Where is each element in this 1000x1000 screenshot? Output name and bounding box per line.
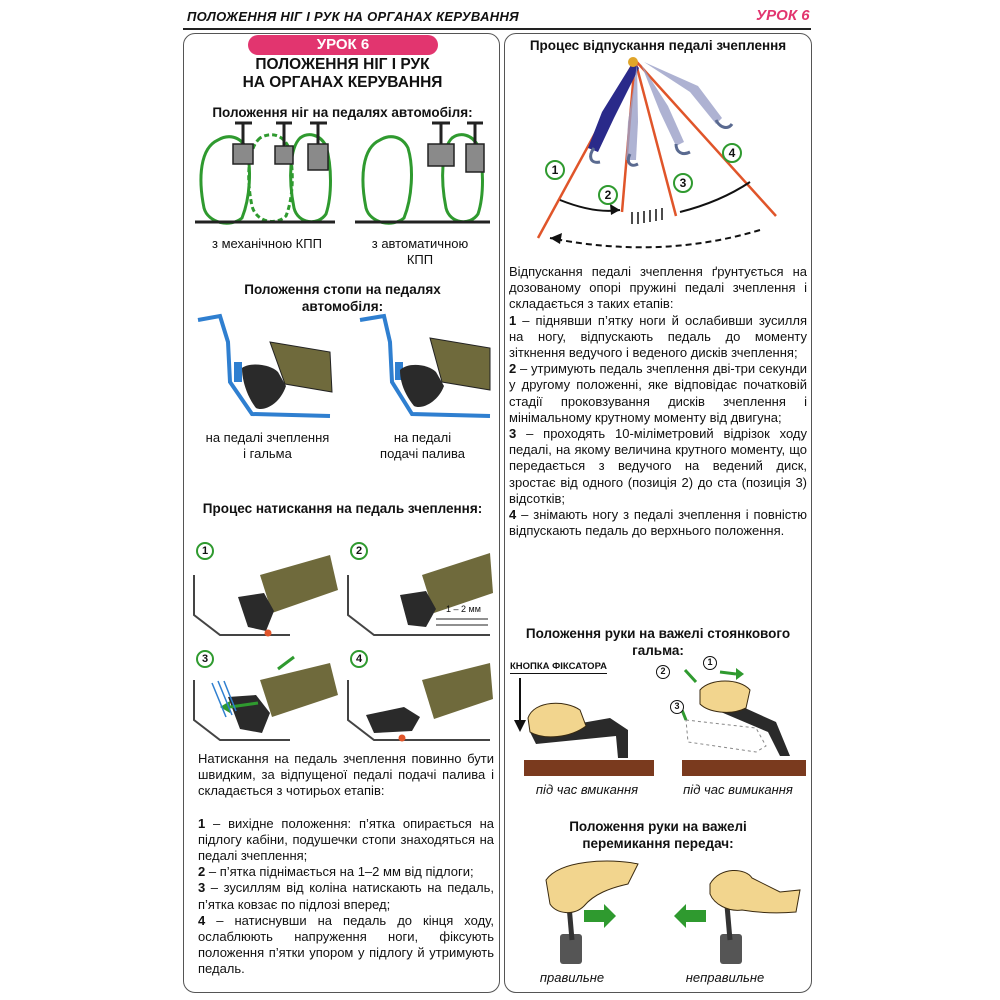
release-intro: Відпускання педалі зчеплення ґрунтується на дозованому опорі пружині педалі зчеплення і складається з таких етапів: (509, 264, 807, 312)
caption-auto-line-2: КПП (406, 252, 434, 267)
legs-heading: Положення ніг на педалях автомобіля: (212, 105, 473, 120)
press-step-1-num: 1 (198, 815, 206, 831)
lesson-title (190, 56, 495, 92)
press-step-4-num: 4 (198, 912, 206, 928)
release-step-4-num: 4 (509, 507, 517, 523)
press-step-badge: 1 (196, 542, 214, 560)
caption-gas (350, 430, 495, 462)
release-step-3-text: – проходять 10-міліметровий відрізок ходу педалі, на якому величина крутного моменту, що передається з ведучого на ведений диск, зростає від одного (позиція 2) до ста (позиція 3) відсотків; (509, 426, 807, 506)
release-position-badge: 4 (722, 143, 742, 163)
release-step-4 (509, 507, 807, 539)
caption-manual: з механічною КПП (212, 236, 322, 251)
caption-auto (345, 236, 495, 268)
release-heading: Процес відпускання педалі зчеплення (529, 38, 787, 53)
release-step-2-text: – утримують педаль зчеплення дві-три секунди у другому положенні, яке відповідає початковій стадії проковзування дисків зчеплення і мінімальному крутному моменту від двигуна; (509, 361, 807, 425)
caption-disengaging: під час вимикання (683, 782, 793, 797)
press-intro: Натискання на педаль зчеплення повинно бути швидким, за відпущеної педалі подачі палива і складається з чотирьох етапів: (198, 751, 494, 799)
brake-step-badge: 1 (703, 656, 717, 670)
release-position-badge: 2 (598, 185, 618, 205)
press-step-badge: 4 (350, 650, 368, 668)
legs-on-pedals-illustration (190, 118, 495, 238)
caption-clutch-brake (190, 430, 345, 462)
release-step-1-text: – піднявши п’ятку ноги й ослабивши зусилля на ногу, відпускають педаль до моменту зіткнення ведучого і веденого дисків зчеплення; (509, 312, 807, 361)
brake-step-badge: 2 (656, 665, 670, 679)
foot-heading-line-2: автомобіля: (301, 299, 384, 314)
caption-engaging: під час вмикання (535, 782, 639, 797)
gear-lever-illustration (510, 854, 808, 969)
release-step-2 (509, 361, 807, 426)
foot-on-pedals-illustration (190, 312, 495, 427)
lesson-title-line-1: ПОЛОЖЕННЯ НІГ І РУК (255, 56, 430, 73)
gear-heading-line-1: Положення руки на важелі (569, 819, 747, 834)
release-step-4-text: – знімають ногу з педалі зчеплення і повністю відпускають педаль до верхнього положення. (509, 507, 807, 539)
release-position-badge: 3 (673, 173, 693, 193)
release-step-1 (509, 313, 807, 362)
foot-heading-line-1: Положення стопи на педалях (244, 282, 441, 297)
gear-heading-line-2: перемикання передач: (582, 836, 734, 851)
brake-step-badge: 3 (670, 700, 684, 714)
press-step-2-num: 2 (198, 864, 206, 880)
caption-gas-line-1: на педалі (393, 430, 452, 445)
caption-incorrect: неправильне (685, 970, 765, 985)
press-process-illustration (190, 535, 495, 745)
release-step-3 (509, 426, 807, 507)
press-step-badge: 3 (196, 650, 214, 668)
press-step-3-text: – зусиллям від коліна натискають на педаль, п’ятка ковзає по підлозі вперед; (198, 880, 494, 912)
press-step-2 (198, 864, 494, 880)
page-header-lesson: УРОК 6 (756, 7, 810, 24)
press-step-2-text: – п’ятка піднімається на 1–2 мм від підлоги; (205, 864, 474, 880)
press-step-1 (198, 816, 494, 865)
header-divider (183, 28, 811, 30)
lesson-title-line-2: НА ОРГАНАХ КЕРУВАННЯ (242, 74, 443, 91)
lesson-pill: УРОК 6 (248, 35, 438, 55)
release-position-badge: 1 (545, 160, 565, 180)
hand-brake-heading (508, 625, 808, 659)
release-step-3-num: 3 (509, 426, 517, 442)
press-step-1-text: – вихідне положення: п’ятка опирається на підлогу кабіни, подушечки стопи знаходяться на педалі зчеплення; (198, 815, 494, 864)
caption-clutch-line-2: і гальма (243, 446, 292, 461)
press-heading: Процес натискання на педаль зчеплення: (202, 501, 483, 516)
release-step-2-num: 2 (509, 361, 517, 377)
caption-correct: правильне (539, 970, 605, 985)
hand-brake-heading-line-2: гальма: (632, 643, 684, 658)
caption-clutch-line-1: на педалі зчеплення (205, 430, 330, 445)
press-step-badge: 2 (350, 542, 368, 560)
hand-brake-heading-line-1: Положення руки на важелі стоянкового (525, 626, 791, 641)
caption-auto-line-1: з автоматичною (371, 236, 469, 251)
release-text (509, 264, 807, 539)
caption-gas-line-2: подачі палива (380, 446, 465, 461)
lock-button-label: КНОПКА ФІКСАТОРА (510, 661, 607, 672)
gap-label: 1 – 2 мм (446, 604, 481, 614)
release-step-1-num: 1 (509, 312, 517, 328)
gear-heading (508, 818, 808, 852)
release-pedal-diagram (510, 52, 808, 262)
press-step-3 (198, 880, 494, 912)
page-header-title: ПОЛОЖЕННЯ НІГ І РУК НА ОРГАНАХ КЕРУВАННЯ (187, 9, 519, 24)
foot-heading (190, 281, 495, 315)
press-step-3-num: 3 (198, 880, 206, 896)
press-step-4-text: – натиснувши на педаль до кінця ходу, ослаблюють напруження ноги, фіксують положення п’ятки упором у підлогу й утримують педаль. (198, 912, 494, 977)
press-text (198, 751, 494, 978)
press-step-4 (198, 913, 494, 978)
